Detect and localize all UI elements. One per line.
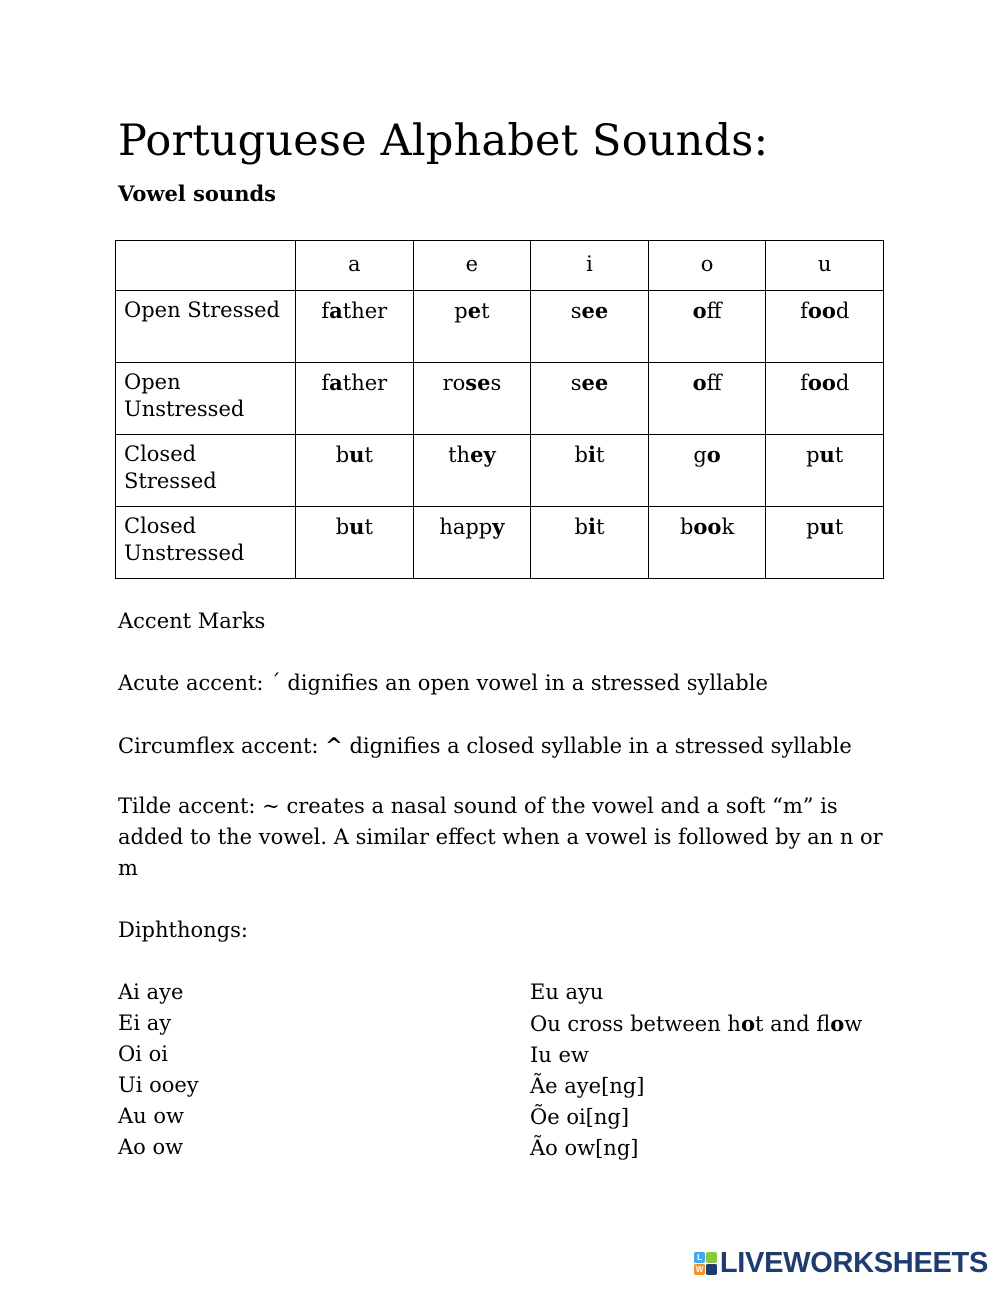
list-item: Ou cross between hot and flow [530, 1011, 863, 1036]
row-label: Open Stressed [116, 291, 296, 363]
example-word: put [766, 435, 884, 507]
circumflex-symbol: ^ [325, 733, 343, 758]
example-word: pet [413, 291, 531, 363]
example-word: but [296, 435, 414, 507]
example-word: food [766, 291, 884, 363]
acute-accent-text: Acute accent: ´ dignifies an open vowel in a stressed syllable [118, 671, 768, 695]
page-title: Portuguese Alphabet Sounds: [118, 116, 769, 166]
list-item: Ao ow [118, 1135, 184, 1159]
tilde-accent-text: Tilde accent: ~ creates a nasal sound of the vowel and a soft “m” is added to the vowel. A similar effect when a vowel is followed by an n or m [118, 794, 883, 880]
table-header-cell: e [413, 241, 531, 291]
diphthongs-heading: Diphthongs: [118, 918, 248, 942]
section-subtitle: Vowel sounds [118, 181, 276, 206]
table-row [116, 363, 884, 435]
vowel-sounds-table [115, 240, 884, 579]
example-word: see [531, 363, 649, 435]
list-item: Iu ew [530, 1043, 589, 1067]
table-header-cell: o [648, 241, 766, 291]
list-item: Ei ay [118, 1011, 172, 1035]
example-word: bit [531, 507, 649, 579]
example-word: father [296, 291, 414, 363]
list-item: Ui ooey [118, 1073, 199, 1097]
example-word: put [766, 507, 884, 579]
example-word: father [296, 363, 414, 435]
example-word: bit [531, 435, 649, 507]
table-header-cell: u [766, 241, 884, 291]
table-row [116, 507, 884, 579]
circumflex-accent-text: Circumflex accent: ^ dignifies a closed syllable in a stressed syllable [118, 733, 852, 758]
row-label: Closed Stressed [116, 435, 296, 507]
example-word: roses [413, 363, 531, 435]
example-word: happy [413, 507, 531, 579]
table-row [116, 435, 884, 507]
example-word: book [648, 507, 766, 579]
list-item: Õe oi[ng] [530, 1105, 630, 1129]
logo-mark-icon: L W [694, 1252, 717, 1275]
row-label: Closed Unstressed [116, 507, 296, 579]
accent-marks-heading: Accent Marks [118, 609, 266, 633]
table-header-cell: i [531, 241, 649, 291]
list-item: Eu ayu [530, 980, 604, 1004]
diphthongs-right-list [530, 977, 862, 1164]
list-item: Ão ow[ng] [530, 1136, 639, 1160]
list-item: Ai aye [118, 980, 184, 1004]
example-word: off [648, 291, 766, 363]
list-item: Au ow [118, 1104, 184, 1128]
row-label: Open Unstressed [116, 363, 296, 435]
example-word: they [413, 435, 531, 507]
example-word: off [648, 363, 766, 435]
list-item: Ãe aye[ng] [530, 1074, 645, 1098]
example-word: but [296, 507, 414, 579]
example-word: food [766, 363, 884, 435]
logo-text: LIVEWORKSHEETS [719, 1247, 988, 1279]
list-item: Oi oi [118, 1042, 168, 1066]
liveworksheets-logo[interactable] [694, 1247, 988, 1280]
diphthongs-left-list [118, 977, 199, 1163]
table-header-row [116, 241, 884, 291]
table-header-cell: a [296, 241, 414, 291]
table-row [116, 291, 884, 363]
example-word: see [531, 291, 649, 363]
table-header-cell [116, 241, 296, 291]
example-word: go [648, 435, 766, 507]
